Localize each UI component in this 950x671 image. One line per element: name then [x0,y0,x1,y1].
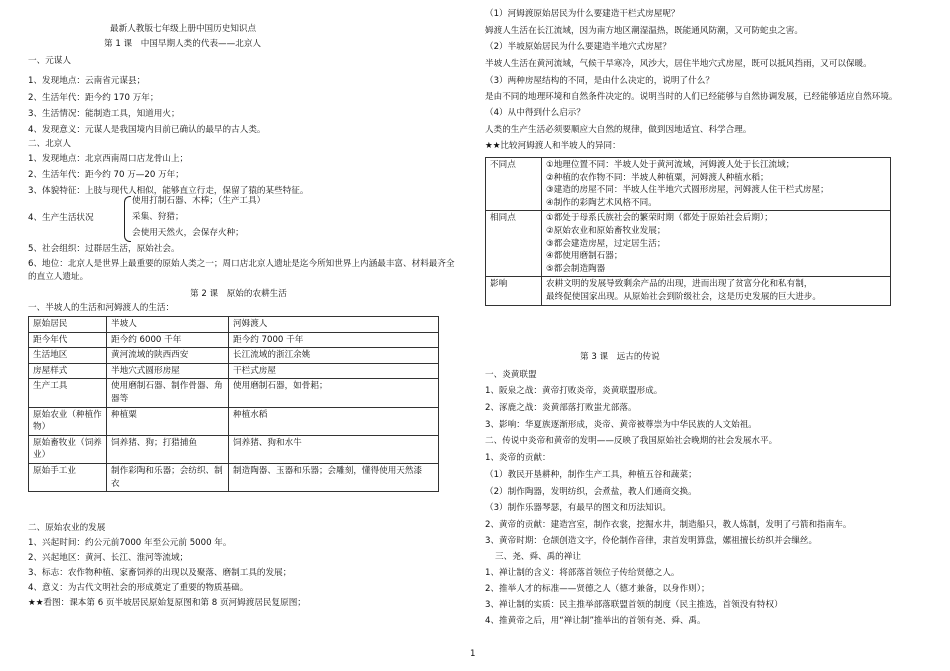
table-cell: 黄河流域的陕西西安 [107,348,229,364]
same-item: ①都处于母系氏族社会的繁荣时期（都处于原始社会后期）； [546,213,773,224]
table-cell: 制作彩陶和乐器；会纺织、制衣 [107,463,229,491]
question-line: （2）半坡原始居民为什么要建造半地穴式房屋？ [485,42,671,52]
table-cell: 饲养猪、狗；打猎捕鱼 [107,435,229,463]
list-subitem: （2）制作陶器，发明纺织，会煮盐，教人们通商交换。 [485,487,697,497]
section-heading: 一、元谋人 [28,56,71,66]
table-cell: 种植水稻 [229,407,439,435]
page-number: 1 [470,649,476,659]
section-heading: 三、尧、舜、禹的禅让 [495,552,581,562]
list-item: 4、发现意义：元谋人是我国境内目前已确认的最早的古人类。 [28,125,266,135]
table-caption: 一、半坡人的生活和河姆渡人的生活： [28,303,175,313]
table-cell: 距今约 6000 千年 [107,332,229,348]
table-row-label: 相同点 [486,211,542,277]
lesson2-title: 第 2 课 原始的农耕生活 [190,289,287,299]
section-heading: 二、原始农业的发展 [28,523,106,533]
comparison-table-2 [485,157,891,306]
section-heading: 一、炎黄联盟 [485,370,537,380]
list-item: 1、禅让制的含义：将部落首领位子传给贤德之人。 [485,568,680,578]
table-row [486,158,891,211]
list-subitem: 使用打制石器、木棒；（生产工具） [132,196,266,206]
list-subitem: （3）制作乐器琴瑟，有最早的图文和历法知识。 [485,503,671,513]
table-cell: 使用磨制石器、制作骨器、角器等 [107,379,229,407]
table-row [29,363,439,379]
list-item: 1、发现地点：北京西南周口店龙骨山上； [28,154,189,164]
table-row [29,332,439,348]
list-item: 1、炎帝的贡献： [485,453,551,463]
list-item: 2、涿鹿之战：炎黄部落打败蚩尤部落。 [485,403,637,413]
table-row [486,211,891,277]
lesson1-title: 第 1 课 中国早期人类的代表——北京人 [104,39,262,49]
table-row-label: 影响 [486,277,542,305]
list-subitem: 采集、狩猎； [132,212,184,222]
list-item: 3、黄帝时期：仓颉创造文字，伶伦制作音律，隶首发明算盘，嫘祖擅长纺织并会缫丝。 [485,536,818,546]
list-subitem: 会使用天然火，会保存火种； [132,228,244,238]
table-cell [542,158,891,211]
table-cell: 饲养猪、狗和水牛 [229,435,439,463]
table-cell: 原始手工业 [29,463,107,491]
same-item: ②原始农业和原始畜牧业发展； [546,225,666,236]
list-item: 1、阪泉之战：黄帝打败炎帝，炎黄联盟形成。 [485,386,663,396]
study-note: ★★看图：课本第 6 页半坡居民原始复原图和第 8 页河姆渡居民复原图； [28,598,306,608]
list-item: 1、兴起时间：约公元前7000 年至公元前 5000 年。 [28,538,232,548]
table-cell: 半地穴式圆形房屋 [107,363,229,379]
table-cell: 距今年代 [29,332,107,348]
table-row [29,463,439,491]
list-item: 1、发现地点：云南省元谋县； [28,76,146,86]
table-row [486,277,891,305]
list-item: 2、黄帝的贡献：建造宫室，制作衣裳，挖掘水井，制造船只，教人炼制，发明了弓箭和指南车。 [485,520,852,530]
table-row [29,348,439,364]
table-row-label: 不同点 [486,158,542,211]
table-cell: 房屋样式 [29,363,107,379]
diff-item: ①地理位置不同：半坡人处于黄河流域，河姆渡人处于长江流域； [546,160,795,170]
diff-item: ②种植的农作物不同：半坡人种植粟，河姆渡人种植水稻； [546,172,769,183]
question-line: （3）两种房屋结构的不同，是由什么决定的，说明了什么？ [485,76,714,86]
table-cell: 制造陶器、玉器和乐器；会雕刻，懂得使用天然漆 [229,463,439,491]
comparison-caption: ★★比较河姆渡人和半坡人的异同： [485,141,621,151]
list-item: 5、社会组织：过群居生活，原始社会。 [28,244,180,254]
list-item: 4、意义：为古代文明社会的形成奠定了重要的物质基础。 [28,583,249,593]
table-cell: 使用磨制石器，如骨耜； [229,379,439,407]
list-item-label: 4、生产生活状况 [28,213,94,223]
answer-line: 半坡人生活在黄河流域，气候干旱寒冷，风沙大，居住半地穴式房屋，既可以抵风挡雨，又可以保暖。 [485,59,872,69]
list-item: 3、体貌特征：上肢与现代人相似，能够直立行走，保留了猿的某些特征。 [28,186,309,196]
table-cell: 干栏式房屋 [229,363,439,379]
table-cell [542,277,891,305]
table-cell: 生活地区 [29,348,107,364]
answer-line: 姆渡人生活在长江流域，因为南方地区潮湿温热，既能通风防潮，又可防蛇虫之害。 [485,26,803,36]
document-title: 最新人教版七年级上册中国历史知识点 [110,24,257,34]
list-item: 2、生活年代：距今约 170 万年； [28,93,159,103]
table-header-row [29,317,439,333]
brace-mark [124,196,131,242]
question-line: （4）从中得到什么启示？ [485,108,585,118]
table-cell: 原始畜牧业（饲养业） [29,435,107,463]
impact-item: 最终促使国家出现。从原始社会到阶级社会，这是历史发展的巨大进步。 [546,291,822,302]
table-cell: 生产工具 [29,379,107,407]
list-item: 2、推举人才的标准——贤德之人（德才兼备，以身作则）； [485,584,710,594]
table-header-cell: 半坡人 [107,317,229,333]
list-item: 6、地位：北京人是世界上最重要的原始人类之一；周口店北京人遗址是迄今所知世界上内涵最丰富、材料最齐全 [28,259,455,269]
table-cell: 原始农业（种植作物） [29,407,107,435]
table-header-cell: 原始居民 [29,317,107,333]
answer-line: 是由不同的地理环境和自然条件决定的。说明当时的人们已经能够与自然协调发展，已经能够适应自然环境。 [485,92,898,102]
table-cell [542,211,891,277]
table-cell: 长江流域的浙江余姚 [229,348,439,364]
table-cell: 距今约 7000 千年 [229,332,439,348]
same-item: ③都会建造房屋，过定居生活； [546,238,666,249]
list-item: 3、生活情况：能制造工具，知道用火； [28,109,180,119]
list-item: 3、禅让制的实质：民主推举部落联盟首领的制度（民主推选，首领没有特权） [485,600,783,610]
list-subitem: （1）教民开垦耕种，制作生产工具，种植五谷和蔬菜； [485,470,697,480]
diff-item: ④制作的彩陶艺术风格不同。 [546,197,657,208]
impact-item: 农耕文明的发展导致剩余产品的出现，进而出现了贫富分化和私有制， [546,279,813,290]
same-item: ④都使用磨制石器； [546,251,623,262]
section-heading: 二、传说中炎帝和黄帝的发明——反映了我国原始社会晚期的社会发展水平。 [485,436,778,446]
table-header-cell: 河姆渡人 [229,317,439,333]
table-row [29,435,439,463]
comparison-table [28,316,439,492]
answer-line: 人类的生产生活必须要顺应大自然的规律，做到因地适宜、科学合理。 [485,125,752,135]
lesson3-title: 第 3 课 远古的传说 [580,352,660,362]
diff-item: ③建造的房屋不同：半坡人住半地穴式圆形房屋，河姆渡人住干栏式房屋； [546,185,829,196]
list-item: 2、生活年代：距今约 70 万—20 万年； [28,170,184,180]
table-row [29,379,439,407]
list-item: 3、标志：农作物种植、家畜饲养的出现以及聚落、磨制工具的发展； [28,568,292,578]
question-line: （1）河姆渡原始居民为什么要建造干栏式房屋呢？ [485,9,680,19]
section-heading: 二、北京人 [28,139,71,149]
list-item: 的直立人遗址。 [28,272,89,282]
list-item: 2、兴起地区：黄河、长江、淮河等流域； [28,553,189,563]
table-cell: 种植粟 [107,407,229,435]
list-item: 3、影响：华夏族逐渐形成，炎帝、黄帝被尊崇为中华民族的人文始祖。 [485,420,757,430]
same-item: ⑤都会制造陶器 [546,263,606,274]
list-item: 4、推黄帝之后，用“禅让制”推举出的首领有尧、舜、禹。 [485,616,706,626]
table-row [29,407,439,435]
